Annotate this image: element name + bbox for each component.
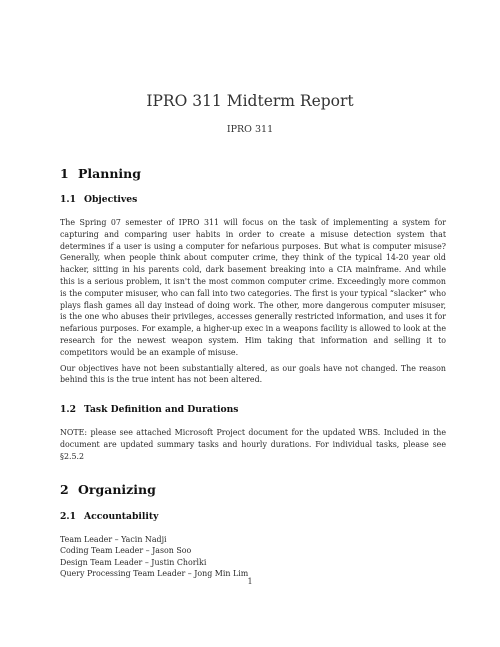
document-subtitle: IPRO 311 [226,124,274,135]
paragraph-objectives-1: The Spring 07 semester of IPRO 311 will focus on the task of implementing a system for capturing and comparing user habits in order to create a misuse detection system that determines if a user is using a computer for nefarious purposes. But what is computer misuse? Generally, when people think about computer crime, they think of the typical 14-20 year old hacker, sitting in his parents cold, dark basement breaking into a CIA mainframe. And while this is a serious problem, it isn't the most common computer crime. Exceedingly more common is the computer misuser, who can fall into two categories. The first is your typical “slacker” who plays flash games all day instead of doing work. The other, more dangerous computer misuser, is the one who abuses their privileges, accesses generally restricted information, and uses it for nefarious purposes. For example, a higher-up exec in a weapons facility is allowed to look at the research for the newest weapon system. Him taking that information and selling it to competitors would be an example of misuse. [60,218,446,357]
list-item: Design Team Leader – Justin Chorlki [60,557,207,567]
subsection-heading-accountability [60,511,446,522]
subsection-heading-objectives [60,194,446,205]
subsection-title: Objectives [84,194,138,205]
section-number: 1 [60,166,69,181]
section-number: 2 [60,481,69,497]
list-item: Coding Team Leader – Jason Soo [60,546,192,556]
subsection-number: 2.1 [60,510,76,522]
section-title: Organizing [78,481,156,497]
document-title: IPRO 311 Midterm Report [146,92,354,110]
subsection-title: Accountability [84,510,159,522]
subsection-title: Task Definition and Durations [84,404,239,416]
paragraph-task-definition: NOTE: please see attached Microsoft Project document for the updated WBS. Included in the document are updated summary tasks and hourly durations. For individual tasks, please see §2.5.2 [60,428,446,461]
list-item: Team Leader – Yacin Nadji [60,534,167,544]
section-heading-organizing [60,482,446,497]
subsection-number: 1.2 [60,404,76,416]
paragraph-objectives-2: Our objectives have not been substantially altered, as our goals have not changed. The reason behind this is the true intent has not been altered. [60,363,446,385]
document-body [60,166,446,580]
page-number: 1 [247,577,253,586]
list-item: Query Processing Team Leader – Jong Min Lim [60,569,249,579]
subsection-heading-task-definition [60,404,446,415]
section-heading-planning [60,166,446,181]
accountability-list [60,534,446,580]
subsection-number: 1.1 [60,194,76,205]
section-title: Planning [78,166,142,181]
